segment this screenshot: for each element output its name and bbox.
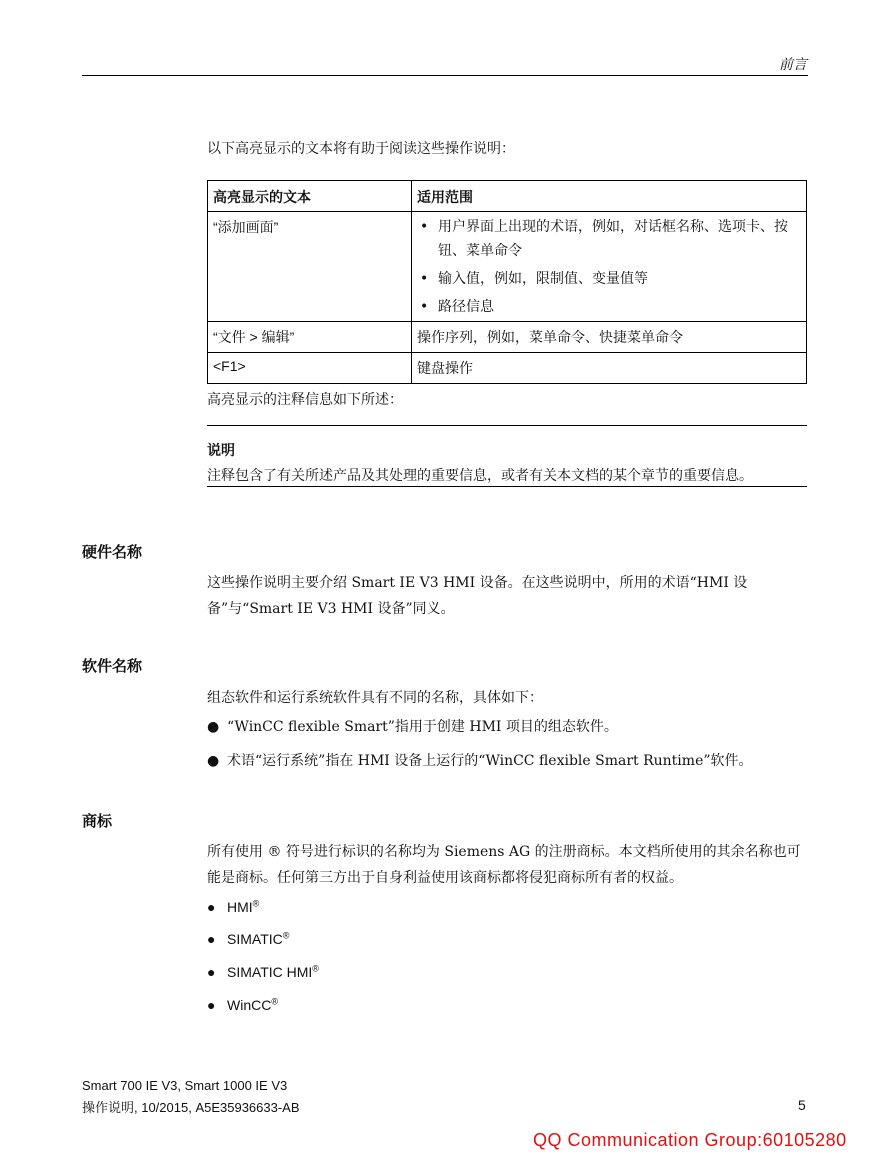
header-title: 前言 xyxy=(779,57,807,73)
table-header-cell: 适用范围 xyxy=(412,181,807,212)
list-item-text: 术语“运行系统”指在 HMI 设备上运行的“WinCC flexible Smart Runtime”软件。 xyxy=(227,753,753,769)
scope-list xyxy=(417,215,801,319)
list-item xyxy=(207,750,753,772)
bullet-icon: • xyxy=(420,299,429,315)
table-cell: <F1> xyxy=(208,353,412,384)
table-cell: “添加画面” xyxy=(208,212,412,322)
list-item xyxy=(207,994,278,1016)
list-item xyxy=(207,716,618,738)
list-item xyxy=(417,295,801,319)
trademark-name: SIMATIC HMI xyxy=(227,964,313,980)
list-item-text: 输入值，例如，限制值、变量值等 xyxy=(438,271,648,287)
note-bottom-divider xyxy=(207,486,807,487)
bullet-icon: ● xyxy=(207,719,220,735)
list-item xyxy=(207,896,259,918)
software-heading: 软件名称 xyxy=(82,657,143,675)
bullet-icon: • xyxy=(420,271,429,287)
list-item-text: 用户界面上出现的术语，例如，对话框名称、选项卡、按钮、菜单命令 xyxy=(438,219,788,259)
bullet-icon: ● xyxy=(207,899,216,915)
bullet-icon: • xyxy=(420,219,429,235)
list-item xyxy=(417,267,801,291)
watermark-text: QQ Communication Group:60105280 xyxy=(533,1130,847,1150)
table-cell: “文件 > 编辑” xyxy=(208,322,412,353)
bullet-icon: ● xyxy=(207,997,216,1013)
page-number: 5 xyxy=(798,1097,806,1113)
trademark-name: SIMATIC xyxy=(227,931,283,947)
list-item-text: “WinCC flexible Smart”指用于创建 HMI 项目的组态软件。 xyxy=(227,719,618,735)
trademark-name: HMI xyxy=(227,899,253,915)
table-cell: 键盘操作 xyxy=(412,353,807,384)
hardware-heading: 硬件名称 xyxy=(82,543,143,561)
table-cell xyxy=(412,212,807,322)
table-row xyxy=(208,212,807,322)
list-item xyxy=(207,928,289,950)
footer-product: Smart 700 IE V3, Smart 1000 IE V3 xyxy=(82,1078,288,1093)
intro-text: 以下高亮显示的文本将有助于阅读这些操作说明： xyxy=(207,141,515,157)
registered-mark: ® xyxy=(282,930,290,941)
bullet-icon: ● xyxy=(207,931,216,947)
note-body: 注释包含了有关所述产品及其处理的重要信息，或者有关本文档的某个章节的重要信息。 xyxy=(207,468,753,484)
table-cell: 操作序列，例如，菜单命令、快捷菜单命令 xyxy=(412,322,807,353)
list-item xyxy=(207,961,319,983)
software-intro: 组态软件和运行系统软件具有不同的名称，具体如下： xyxy=(207,690,543,706)
registered-mark: ® xyxy=(252,898,260,909)
table-header-row xyxy=(208,181,807,212)
note-title: 说明 xyxy=(207,443,235,459)
note-intro: 高亮显示的注释信息如下所述： xyxy=(207,392,403,408)
hardware-body: 这些操作说明主要介绍 Smart IE V3 HMI 设备。在这些说明中，所用的术语“HMI 设备”与“Smart IE V3 HMI 设备”同义。 xyxy=(207,575,748,617)
table-row xyxy=(208,353,807,384)
table-row xyxy=(208,322,807,353)
header-divider xyxy=(82,75,808,76)
list-item xyxy=(417,215,801,263)
highlight-table xyxy=(207,180,807,384)
bullet-icon: ● xyxy=(207,964,216,980)
note-top-divider xyxy=(207,425,807,426)
list-item-text: 路径信息 xyxy=(438,299,494,315)
footer-doc-info: 操作说明, 10/2015, A5E35936633-AB xyxy=(82,1100,300,1115)
trademark-name: WinCC xyxy=(227,997,272,1013)
trademarks-body: 所有使用 ® 符号进行标识的名称均为 Siemens AG 的注册商标。本文档所使用的其余名称也可能是商标。任何第三方出于自身利益使用该商标都将侵犯商标所有者的权益。 xyxy=(207,844,801,886)
trademarks-heading: 商标 xyxy=(82,812,113,830)
registered-mark: ® xyxy=(271,996,278,1007)
registered-mark: ® xyxy=(312,963,319,974)
table-header-cell: 高亮显示的文本 xyxy=(208,181,412,212)
bullet-icon: ● xyxy=(207,753,220,769)
